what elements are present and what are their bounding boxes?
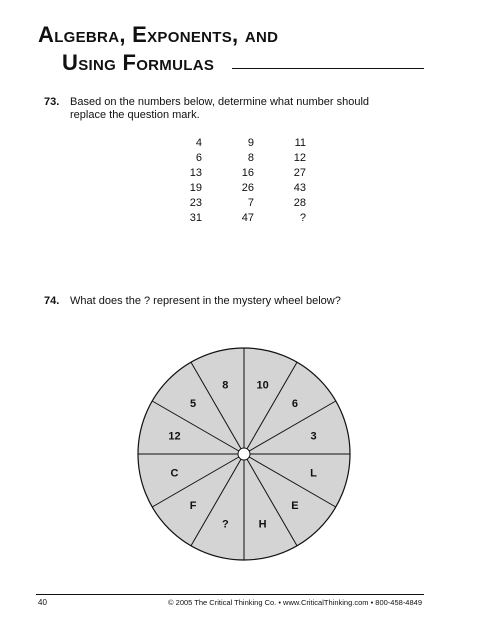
question-73-text-line2: replace the question mark. [70, 109, 200, 121]
number-grid [150, 136, 306, 226]
wheel-label: F [189, 499, 197, 512]
wheel-label: 12 [168, 430, 181, 443]
wheel-label: 5 [190, 398, 197, 411]
wheel-label: 3 [310, 430, 317, 443]
grid-row [150, 151, 306, 166]
wheel-label: 10 [256, 379, 269, 392]
grid-cell: 23 [189, 197, 202, 209]
grid-row [150, 211, 306, 226]
grid-cell: 12 [293, 152, 306, 164]
grid-cell: 47 [241, 212, 254, 224]
page-title-line1: Algebra, Exponents, and [38, 22, 279, 47]
grid-cell: 9 [247, 137, 254, 149]
grid-cell: 7 [247, 197, 254, 209]
grid-cell: 27 [293, 167, 306, 179]
wheel-label: H [258, 518, 267, 531]
mystery-wheel [136, 346, 352, 562]
page-number: 40 [38, 598, 47, 607]
grid-cell: 43 [293, 182, 306, 194]
grid-cell: 4 [195, 137, 202, 149]
title-rule [232, 68, 424, 69]
wheel-label: L [310, 467, 317, 480]
grid-row [150, 181, 306, 196]
grid-row [150, 196, 306, 211]
wheel-label: 6 [291, 398, 298, 411]
page-title-line2: Using Formulas [62, 50, 215, 75]
grid-cell: 28 [293, 197, 306, 209]
wheel-label: ? [221, 518, 229, 531]
grid-cell: 13 [189, 167, 202, 179]
wheel-label: E [291, 499, 299, 512]
grid-cell: 19 [189, 182, 202, 194]
grid-cell: 31 [189, 212, 202, 224]
question-73-number: 73. [44, 96, 60, 108]
grid-row [150, 166, 306, 181]
question-74-text: What does the ? represent in the mystery wheel below? [70, 295, 341, 307]
question-73-text-line1: Based on the numbers below, determine what number should [70, 96, 370, 108]
grid-cell: 26 [241, 182, 254, 194]
grid-cell: ? [299, 212, 306, 224]
grid-cell: 11 [294, 137, 306, 149]
question-74-number: 74. [44, 295, 60, 307]
grid-cell: 6 [195, 152, 202, 164]
footer-rule [36, 594, 424, 595]
wheel-hub [238, 448, 250, 460]
grid-row [150, 136, 306, 151]
grid-cell: 8 [247, 152, 254, 164]
wheel-label: 8 [222, 379, 229, 392]
footer-credit: © 2005 The Critical Thinking Co. • www.CriticalThinking.com • 800-458-4849 [168, 598, 422, 607]
wheel-label: C [170, 467, 179, 480]
grid-cell: 16 [241, 167, 254, 179]
